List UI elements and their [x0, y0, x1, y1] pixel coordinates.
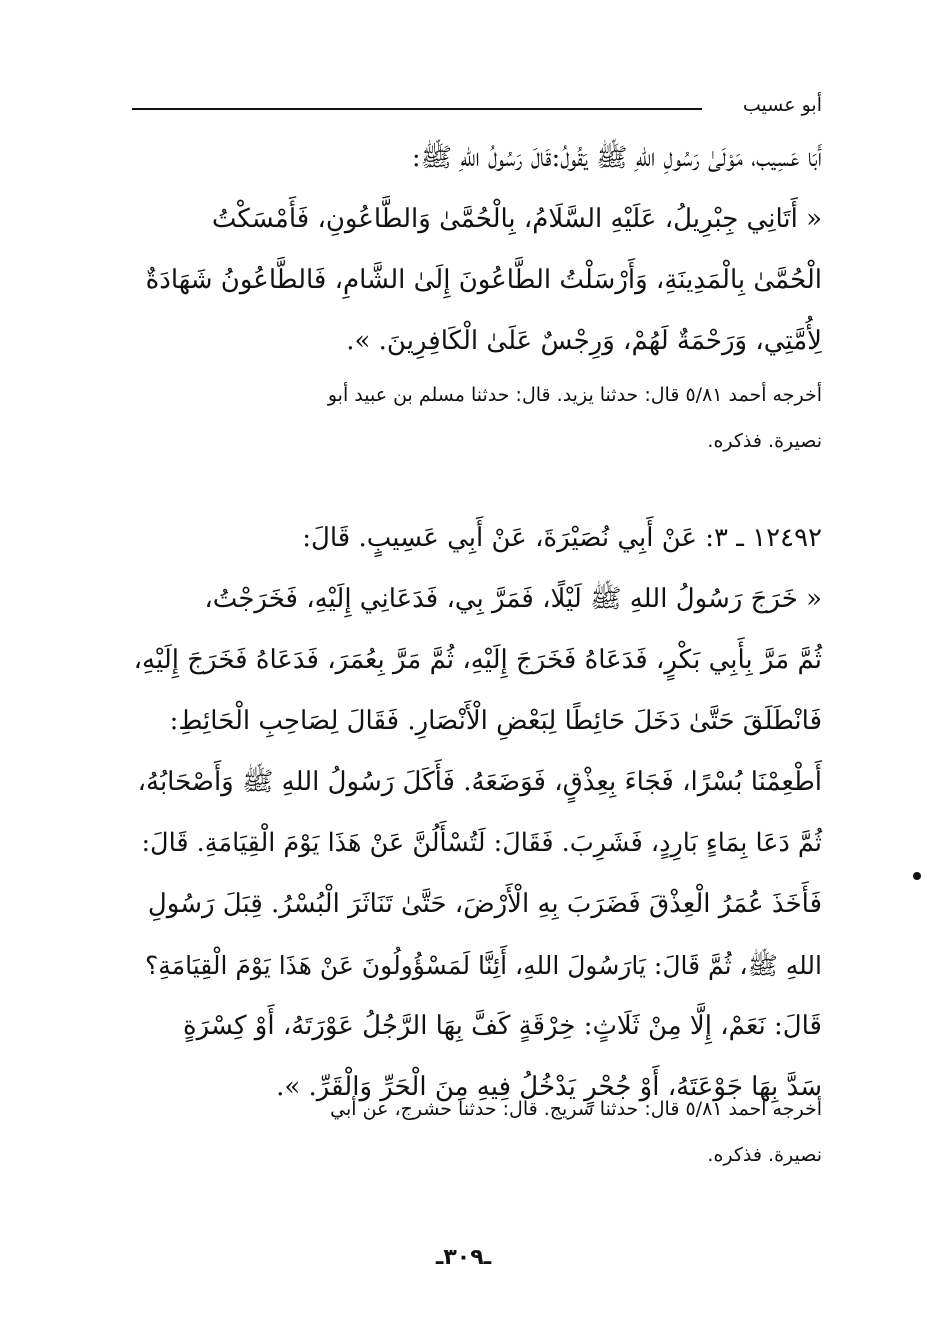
text-line: أَبَا عَسِيب، مَوْلَىٰ رَسُولِ اللهِ ﷺ يَقُولُ:قَالَ رَسُولُ اللهِ ﷺ: — [411, 143, 822, 173]
hadith-heading: ١٢٤٩٢ ـ ٣: عَنْ أَبِي نُصَيْرَةَ، عَنْ أَبِي عَسِيبٍ. قَالَ: — [302, 523, 822, 553]
reference-2 — [132, 1086, 822, 1178]
hadith-text-2 — [132, 508, 822, 1118]
running-header — [132, 88, 822, 118]
margin-dot — [913, 872, 921, 880]
reference-line: أخرجه أحمد ٥/٨١ قال: حدثنا يزيد. قال: حدثنا مسلم بن عبيد أبو — [327, 384, 822, 406]
header-rule — [132, 108, 702, 110]
text-line: أَطْعِمْنَا بُسْرًا، فَجَاءَ بِعِذْقٍ، فَوَضَعَهُ. فَأَكَلَ رَسُولُ اللهِ ﷺ وَأَصْحَابُهُ، — [137, 767, 822, 797]
text-line: ثُمَّ مَرَّ بِأَبِي بَكْرٍ، فَدَعَاهُ فَخَرَجَ إِلَيْهِ، ثُمَّ مَرَّ بِعُمَرَ، فَدَعَاهُ فَخَرَجَ إِلَيْهِ، — [133, 645, 822, 675]
text-line: اللهِ ﷺ، ثُمَّ قَالَ: يَارَسُولَ اللهِ، أَئِنَّا لَمَسْؤُولُونَ عَنْ هَذَا يَوْمَ الْقِيَامَةِ؟ — [145, 951, 822, 980]
reference-1 — [132, 372, 822, 464]
header-title: أبو عسيب — [742, 94, 822, 116]
text-line: سَدَّ بِهَا جَوْعَتَهُ، أَوْ جُحْرٍ يَدْخُلُ فِيهِ مِنَ الْحَرِّ وَالْقَرِّ. ». — [276, 1072, 822, 1102]
reference-line: نصيرة. فذكره. — [707, 430, 822, 452]
reference-line: أخرجه أحمد ٥/٨١ قال: حدثنا سريج. قال: حدثنا حشرج، عن أبي — [330, 1098, 822, 1120]
reference-line: نصيرة. فذكره. — [707, 1144, 822, 1166]
hadith-text-1 — [132, 128, 822, 372]
page-number: ـ٣٠٩ـ — [435, 1245, 492, 1270]
text-line: فَانْطَلَقَ حَتَّىٰ دَخَلَ حَائِطًا لِبَعْضِ الْأَنْصَارِ. فَقَالَ لِصَاحِبِ الْحَائِطِ: — [169, 706, 822, 736]
text-line: لِأُمَّتِي، وَرَحْمَةٌ لَهُمْ، وَرِجْسٌ عَلَىٰ الْكَافِرِينَ. ». — [346, 326, 822, 356]
text-line: قَالَ: نَعَمْ، إِلَّا مِنْ ثَلَاثٍ: خِرْقَةٍ كَفَّ بِهَا الرَّجُلُ عَوْرَتَهُ، أَوْ كِسْرَةٍ — [182, 1011, 822, 1041]
text-line: فَأَخَذَ عُمَرُ الْعِذْقَ فَضَرَبَ بِهِ الْأَرْضَ، حَتَّىٰ تَنَاثَرَ الْبُسْرُ. قِبَلَ رَسُولِ — [147, 889, 822, 919]
text-line: « أَتَانِي جِبْرِيلُ، عَلَيْهِ السَّلَامُ، بِالْحُمَّىٰ وَالطَّاعُونِ، فَأَمْسَكْتُ — [211, 204, 822, 234]
text-line: الْحُمَّىٰ بِالْمَدِينَةِ، وَأَرْسَلْتُ الطَّاعُونَ إِلَىٰ الشَّامِ، فَالطَّاعُونُ شَهَادَةٌ — [145, 265, 822, 295]
text-line: ثُمَّ دَعَا بِمَاءٍ بَارِدٍ، فَشَرِبَ. فَقَالَ: لَتُسْأَلُنَّ عَنْ هَذَا يَوْمَ الْقِيَامَةِ. قَالَ: — [141, 828, 822, 858]
text-line: « خَرَجَ رَسُولُ اللهِ ﷺ لَيْلًا، فَمَرَّ بِي، فَدَعَانِي إِلَيْهِ، فَخَرَجْتُ، — [204, 584, 822, 614]
